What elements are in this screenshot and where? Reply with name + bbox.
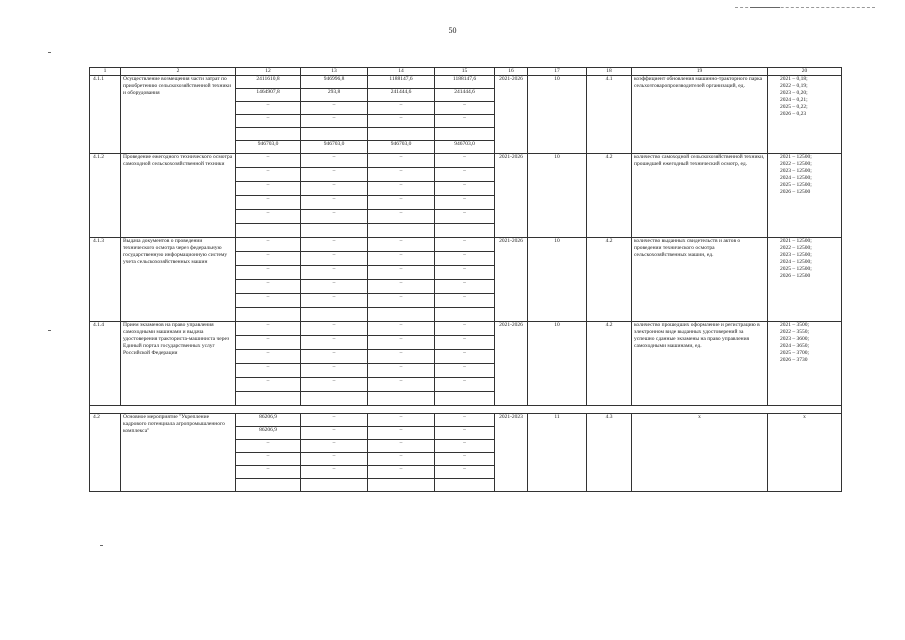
empty-cell [236,392,301,406]
finance-cell: – [301,466,368,479]
target-value: 2026 – 3730 [780,357,808,363]
indicator-name-cell: коэффициент обновления машинно-тракторного парка сельхозтоваропроизводителей организаций, ед. [632,76,768,154]
header-cell: 20 [768,68,842,76]
finance-cell: – [435,266,495,280]
target-values-cell [768,322,842,406]
separator-cell [90,406,842,414]
scan-artifact-dot [48,52,51,53]
table-row [90,238,842,252]
finance-cell: – [301,427,368,440]
target-value: 2024 – 0,21; [780,97,808,103]
finance-cell: 946703,0 [368,141,435,154]
empty-cell [236,308,301,322]
finance-cell: – [236,168,301,182]
finance-cell: – [236,440,301,453]
finance-cell: – [301,364,368,378]
scan-artifact-dot [100,545,103,546]
finance-cell: – [435,280,495,294]
finance-cell: 86206,9 [236,414,301,427]
finance-cell: – [368,294,435,308]
row-name-cell: Прием экзаменов на право управления самоходными машинами и выдача удостоверения тракториста-машиниста через Единый портал государственных услуг Российской Федерации [121,322,236,406]
finance-cell: – [301,196,368,210]
finance-cell: – [435,453,495,466]
period-cell: 2021-2026 [495,76,528,154]
empty-cell [301,128,368,141]
finance-cell: – [368,196,435,210]
empty-cell [435,479,495,492]
finance-cell: – [301,168,368,182]
indicator-code-cell: 4.3 [587,414,632,492]
finance-cell: – [301,154,368,168]
program-table [89,67,842,492]
empty-cell [435,308,495,322]
target-value: 2023 – 0,20; [780,90,808,96]
finance-cell: 1188147,6 [368,76,435,89]
finance-cell: – [301,453,368,466]
finance-cell: – [301,280,368,294]
finance-cell: – [368,115,435,128]
empty-cell [301,479,368,492]
period-cell: 2021-2023 [495,414,528,492]
target-value: 2021 – 0,18; [780,76,808,82]
row-name-cell: Основное мероприятие "Укрепление кадрового потенциала агропромышленного комплекса" [121,414,236,492]
finance-cell: – [236,266,301,280]
finance-cell: – [236,336,301,350]
finance-cell: – [435,168,495,182]
indicator-name-cell: количество прошедших оформление и регистрацию в электронном виде выданных удостоверений за успешно сданные экзамены на право управления самоходными машинами, ед. [632,322,768,406]
target-value: 2022 – 12500; [780,245,812,251]
finance-cell: – [236,364,301,378]
finance-cell: – [368,102,435,115]
finance-cell: – [236,350,301,364]
empty-cell [435,392,495,406]
header-cell: 15 [435,68,495,76]
finance-cell: – [301,252,368,266]
finance-cell: – [435,440,495,453]
empty-cell [435,224,495,238]
row-number-cell: 4.1.4 [90,322,121,406]
finance-cell: – [236,238,301,252]
finance-cell: – [435,378,495,392]
finance-cell: – [435,322,495,336]
finance-cell: – [435,154,495,168]
finance-cell: – [368,414,435,427]
finance-cell: – [236,322,301,336]
target-values-cell [768,414,842,492]
finance-cell: 946703,0 [301,141,368,154]
empty-cell [368,308,435,322]
empty-cell [236,128,301,141]
header-cell: 19 [632,68,768,76]
executor-code-cell: 10 [528,154,587,238]
finance-cell: – [435,466,495,479]
finance-cell: – [368,378,435,392]
target-values-cell [768,238,842,322]
target-value: 2023 – 3600; [780,336,810,342]
header-row [90,68,842,76]
target-values-cell [768,76,842,154]
target-value: 2022 – 3550; [780,329,810,335]
finance-cell: 1464907,8 [236,89,301,102]
row-number-cell: 4.1.3 [90,238,121,322]
target-value: 2022 – 12500; [780,161,812,167]
target-value: 2021 – 12500; [780,238,812,244]
indicator-code-cell: 4.2 [587,322,632,406]
finance-cell: – [435,102,495,115]
finance-cell: 2411610,8 [236,76,301,89]
target-value: 2021 – 12500; [780,154,812,160]
finance-cell: – [368,440,435,453]
header-cell: 14 [368,68,435,76]
finance-cell: – [435,252,495,266]
row-number-cell: 4.2 [90,414,121,492]
finance-cell: – [301,115,368,128]
finance-cell: – [301,350,368,364]
empty-cell [236,479,301,492]
target-value: 2025 – 3700; [780,350,810,356]
finance-cell: – [368,182,435,196]
finance-cell: – [435,350,495,364]
finance-cell: – [435,196,495,210]
target-value: 2025 – 12500; [780,266,812,272]
target-value: 2026 – 12500 [780,189,811,195]
table-row [90,154,842,168]
finance-cell: – [301,378,368,392]
finance-cell: – [236,453,301,466]
finance-cell: – [368,252,435,266]
finance-cell: – [301,414,368,427]
executor-code-cell: 11 [528,414,587,492]
finance-cell: – [435,182,495,196]
finance-cell: 241444,6 [368,89,435,102]
finance-cell: – [236,196,301,210]
finance-cell: – [236,115,301,128]
finance-cell: – [435,427,495,440]
target-value: 2024 – 12500; [780,259,812,265]
finance-cell: – [236,294,301,308]
empty-cell [368,224,435,238]
target-value: 2026 – 0,23 [780,111,807,117]
scan-artifact-dot [48,330,51,331]
finance-cell: – [435,238,495,252]
finance-cell: – [301,440,368,453]
finance-cell: – [236,252,301,266]
table-row [90,76,842,89]
finance-cell: 1188147,6 [435,76,495,89]
finance-cell: – [368,168,435,182]
target-values-cell [768,154,842,238]
row-name-cell: Выдача документов о проведении технического осмотра через федеральную государственную информационную систему учета сельскохозяйственных машин [121,238,236,322]
header-cell: 13 [301,68,368,76]
target-value: 2022 – 0,19; [780,83,808,89]
finance-cell: – [301,210,368,224]
empty-cell [301,308,368,322]
finance-cell: 293,8 [301,89,368,102]
target-value: 2023 – 12500; [780,168,812,174]
indicator-name-cell: количество самоходной сельскохозяйственной техники, прошедшей ежегодный технический осмотр, ед. [632,154,768,238]
finance-cell: – [368,427,435,440]
row-name-cell: Осуществление возмещения части затрат по приобретению сельскохозяйственной техники и оборудования [121,76,236,154]
finance-cell: – [301,336,368,350]
finance-cell: – [368,350,435,364]
finance-cell: – [435,115,495,128]
finance-cell: – [368,322,435,336]
header-cell: 18 [587,68,632,76]
finance-cell: – [301,322,368,336]
empty-cell [435,128,495,141]
finance-cell: – [368,364,435,378]
scan-artifact-line [750,7,780,8]
finance-cell: – [435,364,495,378]
finance-cell: – [435,336,495,350]
finance-cell: – [435,294,495,308]
finance-cell: – [368,466,435,479]
executor-code-cell: 10 [528,76,587,154]
finance-cell: – [236,154,301,168]
header-cell: 12 [236,68,301,76]
empty-cell [301,392,368,406]
target-value: 2021 – 3500; [780,322,810,328]
finance-cell: – [301,294,368,308]
finance-cell: – [236,182,301,196]
finance-cell: – [301,238,368,252]
target-value: 2025 – 0,22; [780,104,808,110]
period-cell: 2021-2026 [495,154,528,238]
empty-cell [301,224,368,238]
indicator-code-cell: 4.2 [587,238,632,322]
empty-cell [368,479,435,492]
row-number-cell: 4.1.2 [90,154,121,238]
finance-cell: 86206,9 [236,427,301,440]
finance-cell: 946703,0 [236,141,301,154]
table-row [90,322,842,336]
target-value: 2024 – 3650; [780,343,810,349]
header-cell: 2 [121,68,236,76]
empty-cell [368,128,435,141]
finance-cell: – [368,266,435,280]
finance-cell: – [368,238,435,252]
separator-row [90,406,842,414]
finance-cell: – [435,210,495,224]
finance-cell: 946703,0 [435,141,495,154]
finance-cell: – [368,336,435,350]
finance-cell: – [368,154,435,168]
finance-cell: – [301,182,368,196]
row-name-cell: Проведение ежегодного технического осмотра самоходной сельскохозяйственной техники [121,154,236,238]
row-number-cell: 4.1.1 [90,76,121,154]
finance-cell: – [236,280,301,294]
header-cell: 1 [90,68,121,76]
empty-cell [368,392,435,406]
page-number: 50 [448,26,457,35]
empty-cell [236,224,301,238]
finance-cell: – [301,266,368,280]
finance-cell: – [236,210,301,224]
indicator-code-cell: 4.1 [587,76,632,154]
finance-cell: – [236,102,301,115]
target-value: 2024 – 12500; [780,175,812,181]
finance-cell: – [435,414,495,427]
finance-cell: – [301,102,368,115]
finance-cell: – [368,280,435,294]
target-value: 2026 – 12500 [780,273,811,279]
target-value: 2023 – 12500; [780,252,812,258]
indicator-name-cell: количество выданных свидетельств и актов о проведении технического осмотра сельскохозяйственных машин, ед. [632,238,768,322]
executor-code-cell: 10 [528,322,587,406]
finance-cell: – [236,466,301,479]
finance-cell: 946996,8 [301,76,368,89]
finance-cell: – [368,453,435,466]
indicator-code-cell: 4.2 [587,154,632,238]
executor-code-cell: 10 [528,238,587,322]
target-value: 2025 – 12500; [780,182,812,188]
finance-cell: – [368,210,435,224]
header-cell: 16 [495,68,528,76]
target-value: x [803,414,806,420]
header-cell: 17 [528,68,587,76]
period-cell: 2021-2026 [495,322,528,406]
finance-cell: 241444,6 [435,89,495,102]
finance-cell: – [236,378,301,392]
period-cell: 2021-2026 [495,238,528,322]
table-row [90,414,842,427]
indicator-name-cell: x [632,414,768,492]
